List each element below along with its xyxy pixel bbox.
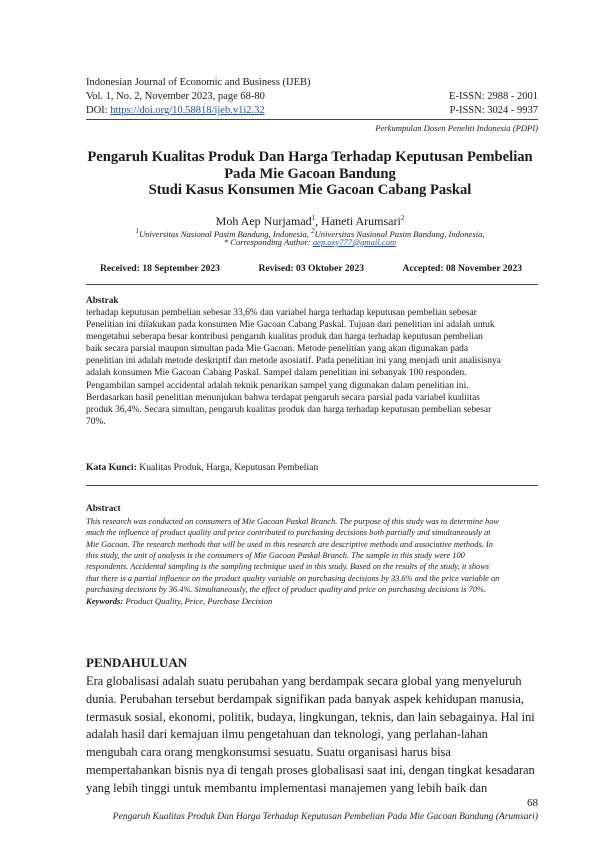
title-line-3: Studi Kasus Konsumen Mie Gacoan Cabang Paskal xyxy=(148,182,472,198)
affiliation-1: Universitas Nasional Pasim Bandung, Indonesia, xyxy=(138,228,312,239)
journal-name: Indonesian Journal of Economic and Business (IJEB) xyxy=(86,77,311,88)
abstrak-line: adalah konsumen Mie Gacoan Cabang Paskal. Sampel dalam penelitian ini sebanyak 100 responden. xyxy=(86,368,467,379)
corresponding-label: * Corresponding Author: xyxy=(223,237,313,247)
body-line: dunia. Perubahan tersebut berdampak signifikan pada banyak aspek kehidupan manusia, xyxy=(86,691,525,706)
doi-label: DOI: xyxy=(86,105,111,116)
author-2-sup: 2 xyxy=(400,214,405,222)
dates-divider xyxy=(86,284,538,285)
abstrak-line: terhadap keputusan pembelian sebesar 33,6% dan variabel harga terhadap keputusan pembelian sebesar xyxy=(86,308,477,318)
volume-info: Vol. 1, No. 2, November 2023, page 68-80 xyxy=(86,91,265,102)
accepted-date: Accepted: 08 November 2023 xyxy=(402,263,522,274)
affiliation-1-sup: 1 xyxy=(135,227,139,235)
article-dates xyxy=(100,263,522,274)
abstrak-line: Berdasarkan hasil penelitian menunjukan bahwa terdapat pengaruh secara parsial pada variabel kualiitas xyxy=(86,392,480,403)
publisher: Perkumpulan Dosen Peneliti Indonesia (PDPI) xyxy=(375,123,538,133)
abstrak-line: baik secara parsial maupun simultan pada Mie Gacoan. Metode penelitian yang akan digunakan pada xyxy=(86,344,469,355)
author-sep: , xyxy=(315,214,322,228)
abstrak-line: penelitian ini adalah metode deskriptif dan metode asosiatif. Pada penelitian ini yang menjadi unit analisisnya xyxy=(86,356,501,367)
doi-link[interactable]: https://doi.org/10.58818/ijeb.v1i2.32 xyxy=(110,105,265,116)
affiliation-2: Universitas Nasional Pasim Bandung, Indonesia, xyxy=(314,228,485,239)
body-line: adalah hasil dari kemajuan ilmu pengetahuan dan teknologi, yang perlahan-lahan xyxy=(86,727,488,742)
corresponding-author xyxy=(70,237,550,248)
abstract-line: purchasing decisions by 36.4%. Simultaneously, the effect of product quality and price on purchasing decisions is 70%. xyxy=(86,585,487,595)
body-line: termasuk sosial, ekonomi, politik, budaya, lingkungan, teknis, dan lain sebagainya. Hal ini xyxy=(86,709,535,724)
pendahuluan-body xyxy=(86,673,538,798)
page-number: 68 xyxy=(527,797,538,809)
abstrak-body xyxy=(86,307,538,428)
corresponding-email[interactable]: aep.oxy777@gmail.com xyxy=(312,237,397,247)
keywords xyxy=(86,596,538,607)
abstrak-line: produk 36,4%. Secara simultan, pengaruh kualitas produk dan harga terhadap keputusan pembelian sebesar xyxy=(86,404,492,415)
body-line: mempertahankan bisnis nya di tengah proses globalisasi saat ini, dengan tingkat kesadaran xyxy=(86,762,535,777)
affiliation-2-sup: 2 xyxy=(311,227,315,235)
revised-date: Revised: 03 Oktober 2023 xyxy=(258,263,365,274)
abstrak-heading: Abstrak xyxy=(86,296,119,306)
abstract-line: much the influence of product quality and price contributed to purchasing decisions both partially and simultaneously at xyxy=(86,528,491,538)
title-line-2: Pada Mie Gacoan Bandung xyxy=(224,165,396,182)
keywords-values: Product Quality, Price, Purchase Decision xyxy=(123,596,273,606)
body-line: Era globalisasi adalah suatu perubahan yang berdampak secara global yang menyeluruh xyxy=(86,674,522,688)
abstract-body xyxy=(86,516,538,595)
doi-line xyxy=(86,104,265,118)
abstrak-line: Pengambilan sampel accidental adalah teknik penarikan sampel yang digunakan dalam penelitian ini. xyxy=(86,380,469,391)
abstract-line: respondents. Accidental sampling is the sampling technique used in this study. Based on the results of the study, it shows xyxy=(86,562,490,572)
kata-kunci-label: Kata Kunci: xyxy=(86,462,137,473)
author-1-sup: 1 xyxy=(311,214,316,222)
kata-kunci-values: Kualitas Produk, Harga, Keputusan Pembelian xyxy=(136,462,319,473)
header-divider xyxy=(86,119,538,120)
title-line-1: Pengaruh Kualitas Produk Dan Harga Terhadap Keputusan Pembelian xyxy=(87,149,533,165)
abstrak-line: Penelitian ini dilakukan pada konsumen Mie Gacoan Cabang Paskal. Tujuan dari penelitian ini adalah untuk xyxy=(86,320,495,331)
kata-kunci xyxy=(86,462,538,474)
author-1: Moh Aep Nurjamad xyxy=(215,214,312,228)
abstract-line: Mie Gacoan. The research methods that will be used in this research are descriptive methods and associative methods. In xyxy=(86,539,493,549)
abstrak-line: 70%. xyxy=(86,416,106,427)
pissn: P-ISSN: 3024 - 9937 xyxy=(449,105,538,116)
abstract-line: This research was conducted on consumers of Mie Gacoan Paskal Branch. The purpose of this study was to determine how xyxy=(86,517,499,526)
abstrak-line: mengetahui seberapa besar kontribusi pengaruh kualitas produk dan harga terhadap keputusan pembelian xyxy=(86,332,483,343)
received-date: Received: 18 September 2023 xyxy=(100,263,220,274)
running-footer: Pengaruh Kualitas Produk Dan Harga Terhadap Keputusan Pembelian Pada Mie Gacoan Bandung (Arumsari) xyxy=(112,812,538,822)
eissn: E-ISSN: 2988 - 2001 xyxy=(449,91,538,102)
pendahuluan-heading: PENDAHULUAN xyxy=(86,655,188,670)
abstract-line: that there is a partial influence on the product quality variable on purchasing decisions by 33.6% and the price variable on xyxy=(86,573,500,583)
keywords-label: Keywords: xyxy=(86,596,124,606)
body-line: yang lebih tinggi untuk membantu implementasi manajemen yang lebih baik dan xyxy=(86,780,488,795)
abstrak-divider xyxy=(86,485,538,486)
body-line: mengubah cara orang mengkonsumsi sesuatu. Suatu organisasi harus bisa xyxy=(86,745,451,760)
author-2: Haneti Arumsari xyxy=(321,214,401,228)
paper-title xyxy=(70,149,550,199)
abstract-line: this study, the unit of analysis is the consumers of Mie Gacoan Paskal Branch. The sample in this study were 100 xyxy=(86,551,465,561)
abstract-heading: Abstract xyxy=(86,504,121,514)
